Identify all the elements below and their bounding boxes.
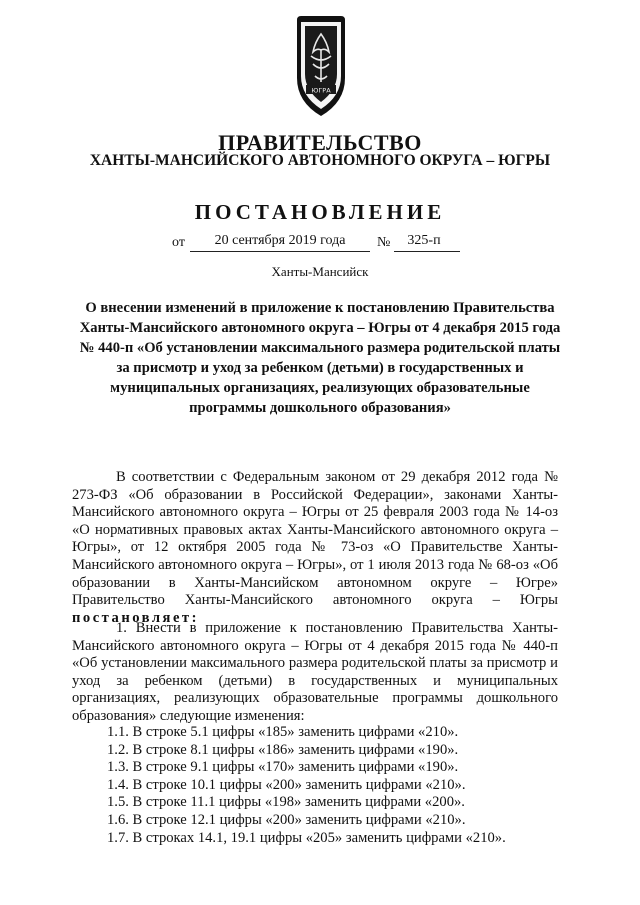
government-title: ПРАВИТЕЛЬСТВО xyxy=(218,130,422,155)
coat-of-arms-icon xyxy=(289,12,353,120)
document-type: ПОСТАНОВЛЕНИЕ xyxy=(194,200,446,224)
city: Ханты-Мансийск xyxy=(271,264,369,279)
preamble-paragraph xyxy=(72,469,558,627)
list-item: 1.4. В строке 10.1 цифры «200» заменить цифрами «210». xyxy=(107,776,466,793)
subitems-list xyxy=(107,724,567,847)
list-item: 1.5. В строке 11.1 цифры «198» заменить цифрами «200». xyxy=(107,794,465,811)
list-item: 1.3. В строке 9.1 цифры «170» заменить цифрами «190». xyxy=(107,759,459,776)
list-item: 1.7. В строках 14.1, 19.1 цифры «205» заменить цифрами «210». xyxy=(107,829,506,846)
resolves-word: постановляет: xyxy=(72,609,199,626)
date-number-row xyxy=(172,232,472,254)
preamble-text: В соответствии с Федеральным законом от 29 декабря 2012 года № 273-ФЗ «Об образовании в Российской Федерации», законами Ханты-Мансийского автономного округа – Югры от 25 февраля 2003 года № 14-оз «О нормативных правовых актах Ханты-Мансийского автономного округа – Югры», от 12 октября 2005 года № 73-оз «О Правительстве Ханты-Мансийского автономного округа – Югры», от 1 июля 2013 года № 68-оз «Об образовании в Ханты-Мансийском автономном округе – Югре» Правительство Ханты-Мансийского автономного округа – Югры xyxy=(72,469,558,609)
region-title: ХАНТЫ-МАНСИЙСКОГО АВТОНОМНОГО ОКРУГА – ЮГРЫ xyxy=(89,152,551,169)
list-item: 1.6. В строке 12.1 цифры «200» заменить цифрами «210». xyxy=(107,811,466,828)
list-item: 1.2. В строке 8.1 цифры «186» заменить цифрами «190». xyxy=(107,741,459,758)
date-value: 20 сентября 2019 года xyxy=(214,233,346,248)
document-title: О внесении изменений в приложение к постановлению Правительства Ханты-Мансийского автономного округа – Югры от 4 декабря 2015 года № 440-п «Об установлении максимального размера родительской платы за присмотр и уход за ребенком (детьми) в государственных и муниципальных организациях, реализующих образовательные программы дошкольного образования» xyxy=(79,300,561,416)
date-label: от xyxy=(172,235,185,250)
emblem-text: ЮГРА xyxy=(311,86,331,95)
number-value: 325-п xyxy=(407,233,441,248)
point-1: 1. Внести в приложение к постановлению Правительства Ханты-Мансийского автономного округа – Югры от 4 декабря 2015 года № 440-п «Об установлении максимального размера родительской платы за присмотр и уход за ребенком (детьми) в государственных и муниципальных организациях, реализующих образовательные программы дошкольного образования» следующие изменения: xyxy=(72,620,558,724)
list-item: 1.1. В строке 5.1 цифры «185» заменить цифрами «210». xyxy=(107,724,459,740)
number-label: № xyxy=(377,235,391,250)
